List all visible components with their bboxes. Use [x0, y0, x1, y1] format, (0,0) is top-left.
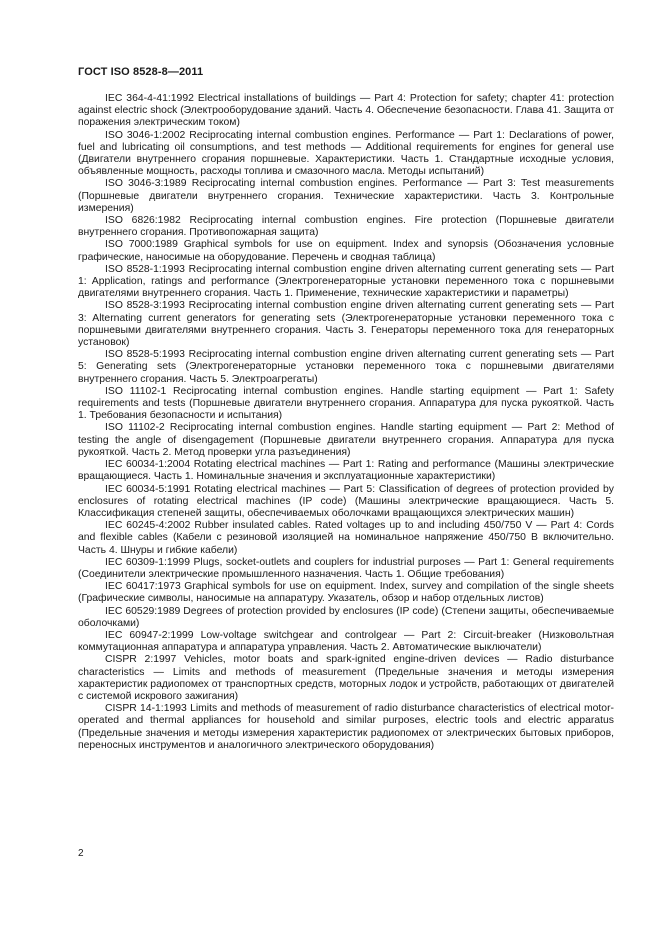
- reference-item: ISO 11102-1 Reciprocating internal combustion engines. Handle starting equipment — Part 1: Safety requirements and tests (Поршневые двигатели внутреннего сгорания. Аппаратура для пуска рукояткой. Часть 1. Требования безопасности и испытания): [78, 385, 614, 422]
- reference-item: CISPR 2:1997 Vehicles, motor boats and spark-ignited engine-driven devices — Radio disturbance characteristics — Limits and methods of measurement (Предельные значения и методы измерения характеристик радиопомех от транспортных средств, моторных лодок и устройств, работающих от двигателей с системой искрового зажигания): [78, 654, 614, 702]
- reference-item: IEC 60947-2:1999 Low-voltage switchgear and controlgear — Part 2: Circuit-breaker (Низковольтная коммутационная аппаратура и аппаратура управления. Часть 2. Автоматические выключатели): [78, 629, 614, 654]
- reference-item: ISO 6826:1982 Reciprocating internal combustion engines. Fire protection (Поршневые двигатели внутреннего сгорания. Противопожарная защита): [78, 215, 614, 239]
- normative-references-list: [78, 93, 614, 752]
- reference-item: IEC 60245-4:2002 Rubber insulated cables. Rated voltages up to and including 450/750 V — Part 4: Cords and flexible cables (Кабели с резиновой изоляцией на номинальное напряжение 450/750 В включительно. Часть 4. Шнуры и гибкие кабели): [78, 520, 614, 556]
- reference-item: ISO 7000:1989 Graphical symbols for use on equipment. Index and synopsis (Обозначения условные графические, наносимые на оборудование. Перечень и сводная таблица): [78, 239, 614, 263]
- reference-item: ISO 3046-1:2002 Reciprocating internal combustion engines. Performance — Part 1: Declarations of power, fuel and lubricating oil consumptions, and test methods — Additional requirements for engines for general use (Двигатели внутреннего сгорания поршневые. Характеристики. Часть 1. Стандартные исходные условия, объявленные мощность, расходы топлива и смазочного масла. Методы испытаний): [78, 129, 614, 178]
- page-number: 2: [78, 848, 84, 859]
- reference-item: IEC 60529:1989 Degrees of protection provided by enclosures (IP code) (Степени защиты, обеспечиваемые оболочками): [78, 605, 614, 629]
- reference-item: CISPR 14-1:1993 Limits and methods of measurement of radio disturbance characteristics of electrical motor-operated and thermal appliances for household and similar purposes, electric tools and electric apparatus (Предельные значения и методы измерения характеристик радиопомех от электрических бытовых приборов, переносных инструментов и аналогичного электрического оборудования): [78, 703, 614, 751]
- reference-item: IEC 60309-1:1999 Plugs, socket-outlets and couplers for industrial purposes — Part 1: General requirements (Соединители электрические промышленного назначения. Часть 1. Общие требования): [78, 556, 614, 580]
- reference-item: ISO 11102-2 Reciprocating internal combustion engines. Handle starting equipment — Part 2: Method of testing the angle of disengagement (Поршневые двигатели внутреннего сгорания. Аппаратура для пуска рукояткой. Часть 2. Метод проверки угла разъединения): [78, 422, 614, 458]
- reference-item: IEC 364-4-41:1992 Electrical installations of buildings — Part 4: Protection for safety; chapter 41: protection against electric shock (Электрооборудование зданий. Часть 4. Обеспечение безопасности. Глава 41. Защита от поражения электрическим током): [78, 93, 615, 129]
- reference-item: ISO 8528-3:1993 Reciprocating internal combustion engine driven alternating current generating sets — Part 3: Alternating current generators for generating sets (Электрогенераторные установки переменного тока с поршневыми двигателями внутреннего сгорания. Часть 3. Генераторы переменного тока для генераторных установок): [78, 300, 614, 349]
- reference-item: IEC 60034-5:1991 Rotating electrical machines — Part 5: Classification of degrees of protection provided by enclosures of rotating electrical machines (IP code) (Машины электрические вращающиеся. Часть 5. Классификация степеней защиты, обеспечиваемых оболочками вращающихся электрических машин): [78, 483, 614, 519]
- reference-item: ISO 8528-5:1993 Reciprocating internal combustion engine driven alternating current generating sets — Part 5: Generating sets (Электрогенераторные установки переменного тока с поршневыми двигателями внутреннего сгорания. Часть 5. Электроагрегаты): [78, 349, 614, 385]
- page-header-standard-code: ГОСТ ISO 8528-8—2011: [78, 66, 204, 78]
- reference-item: ISO 3046-3:1989 Reciprocating internal combustion engines. Performance — Part 3: Test measurements (Поршневые двигатели внутреннего сгорания. Технические характеристики. Часть 3. Контрольные измерения): [78, 178, 614, 214]
- reference-item: IEC 60034-1:2004 Rotating electrical machines — Part 1: Rating and performance (Машины электрические вращающиеся. Часть 1. Номинальные значения и эксплуатационные характеристики): [78, 459, 614, 483]
- reference-item: IEC 60417:1973 Graphical symbols for use on equipment. Index, survey and compilation of the single sheets (Графические символы, наносимые на аппаратуру. Указатель, обзор и набор отдельных листов): [78, 581, 614, 605]
- reference-item: ISO 8528-1:1993 Reciprocating internal combustion engine driven alternating current generating sets — Part 1: Application, ratings and performance (Электрогенераторные установки переменного тока с поршневыми двигателями внутреннего сгорания. Часть 1. Применение, технические характеристики и параметры): [78, 263, 614, 300]
